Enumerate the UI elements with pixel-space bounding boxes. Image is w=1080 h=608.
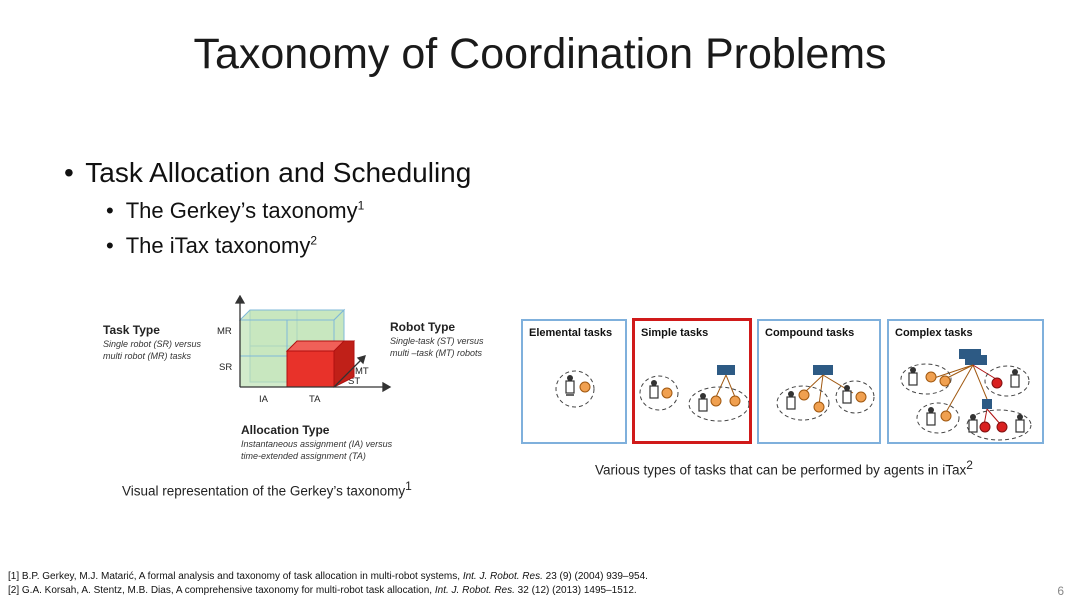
robot-type-title: Robot Type [390, 320, 456, 334]
elemental-task-illustration [523, 321, 625, 442]
task-box-title: Simple tasks [641, 327, 709, 339]
robot-type-desc-2: multi –task (MT) robots [390, 348, 483, 358]
axis-label-sr: SR [219, 362, 233, 373]
axis-label-ta: TA [309, 394, 321, 405]
axis-label-mr: MR [217, 326, 232, 337]
cube-selected [287, 341, 354, 387]
task-box-elemental [521, 319, 627, 444]
task-type-desc-1: Single robot (SR) versus [103, 339, 202, 349]
reference-2 [8, 585, 637, 596]
robot-icon [566, 375, 574, 395]
task-box-simple [632, 318, 752, 444]
gerkey-figure [100, 295, 520, 470]
axis-label-ia: IA [259, 394, 268, 405]
bullet-sub-gerkey-text: The Gerkey’s taxonomy [125, 198, 358, 223]
task-box-complex [887, 319, 1044, 444]
bullet-sub-itax-text: The iTax taxonomy [125, 233, 311, 258]
bullet-dot: • [106, 233, 114, 258]
task-type-desc-2: multi robot (MR) tasks [103, 351, 192, 361]
reference-2-authors: [2] G.A. Korsah, A. Stentz, M.B. Dias, A comprehensive taxonomy for multi-robot task allocation, [8, 585, 435, 596]
complex-task-illustration [889, 321, 1042, 442]
axis-label-st: ST [348, 376, 361, 387]
slide-title: Taxonomy of Coordination Problems [193, 30, 887, 78]
bullet-main [64, 157, 471, 189]
allocation-type-desc-2: time-extended assignment (TA) [241, 451, 366, 461]
allocation-type-desc-1: Instantaneous assignment (IA) versus [241, 439, 393, 449]
allocation-type-title: Allocation Type [241, 423, 330, 437]
task-box-compound [757, 319, 881, 444]
reference-2-journal: Int. J. Robot. Res. [434, 585, 515, 596]
robot-icon [843, 385, 851, 403]
robot-icon [927, 407, 935, 425]
robot-type-desc-1: Single-task (ST) versus [390, 336, 484, 346]
bullet-sub-itax [106, 233, 317, 259]
ref-marker: 2 [966, 458, 973, 472]
itax-caption-text: Various types of tasks that can be performed by agents in iTax [595, 462, 967, 478]
task-box-title: Elemental tasks [529, 327, 613, 339]
robot-icon [969, 414, 977, 432]
ref-marker: 1 [357, 198, 365, 213]
robot-icon [650, 380, 658, 398]
bullet-dot: • [106, 198, 114, 223]
ref-marker: 2 [310, 233, 318, 248]
bullet-sub-gerkey [106, 198, 364, 224]
task-type-title: Task Type [103, 323, 160, 337]
task-box-title: Complex tasks [895, 327, 973, 339]
reference-1 [8, 571, 648, 582]
axis-label-mt: MT [355, 366, 369, 377]
ref-marker: 1 [405, 479, 412, 493]
reference-1-journal: Int. J. Robot. Res. [462, 571, 543, 582]
simple-task-illustration [635, 321, 749, 441]
robot-icon [1011, 369, 1019, 387]
taxonomy-cube-diagram [100, 295, 520, 470]
robot-icon [787, 391, 795, 409]
reference-2-details: 32 (12) (2013) 1495–1512. [514, 585, 637, 596]
bullet-main-text: Task Allocation and Scheduling [85, 157, 472, 188]
gerkey-caption-text: Visual representation of the Gerkey’s taxonomy [122, 483, 406, 499]
robot-icon [909, 367, 917, 385]
compound-task-illustration [759, 321, 879, 442]
bullet-dot: • [64, 157, 74, 188]
robot-icon [1016, 414, 1024, 432]
itax-caption [595, 458, 973, 478]
page-number: 6 [1057, 584, 1064, 598]
reference-1-details: 23 (9) (2004) 939–954. [542, 571, 648, 582]
gerkey-caption [122, 479, 412, 499]
task-box-title: Compound tasks [765, 327, 855, 339]
robot-icon [699, 393, 707, 411]
reference-1-authors: [1] B.P. Gerkey, M.J. Matarić, A formal analysis and taxonomy of task allocation in multi-robot systems, [8, 571, 463, 582]
